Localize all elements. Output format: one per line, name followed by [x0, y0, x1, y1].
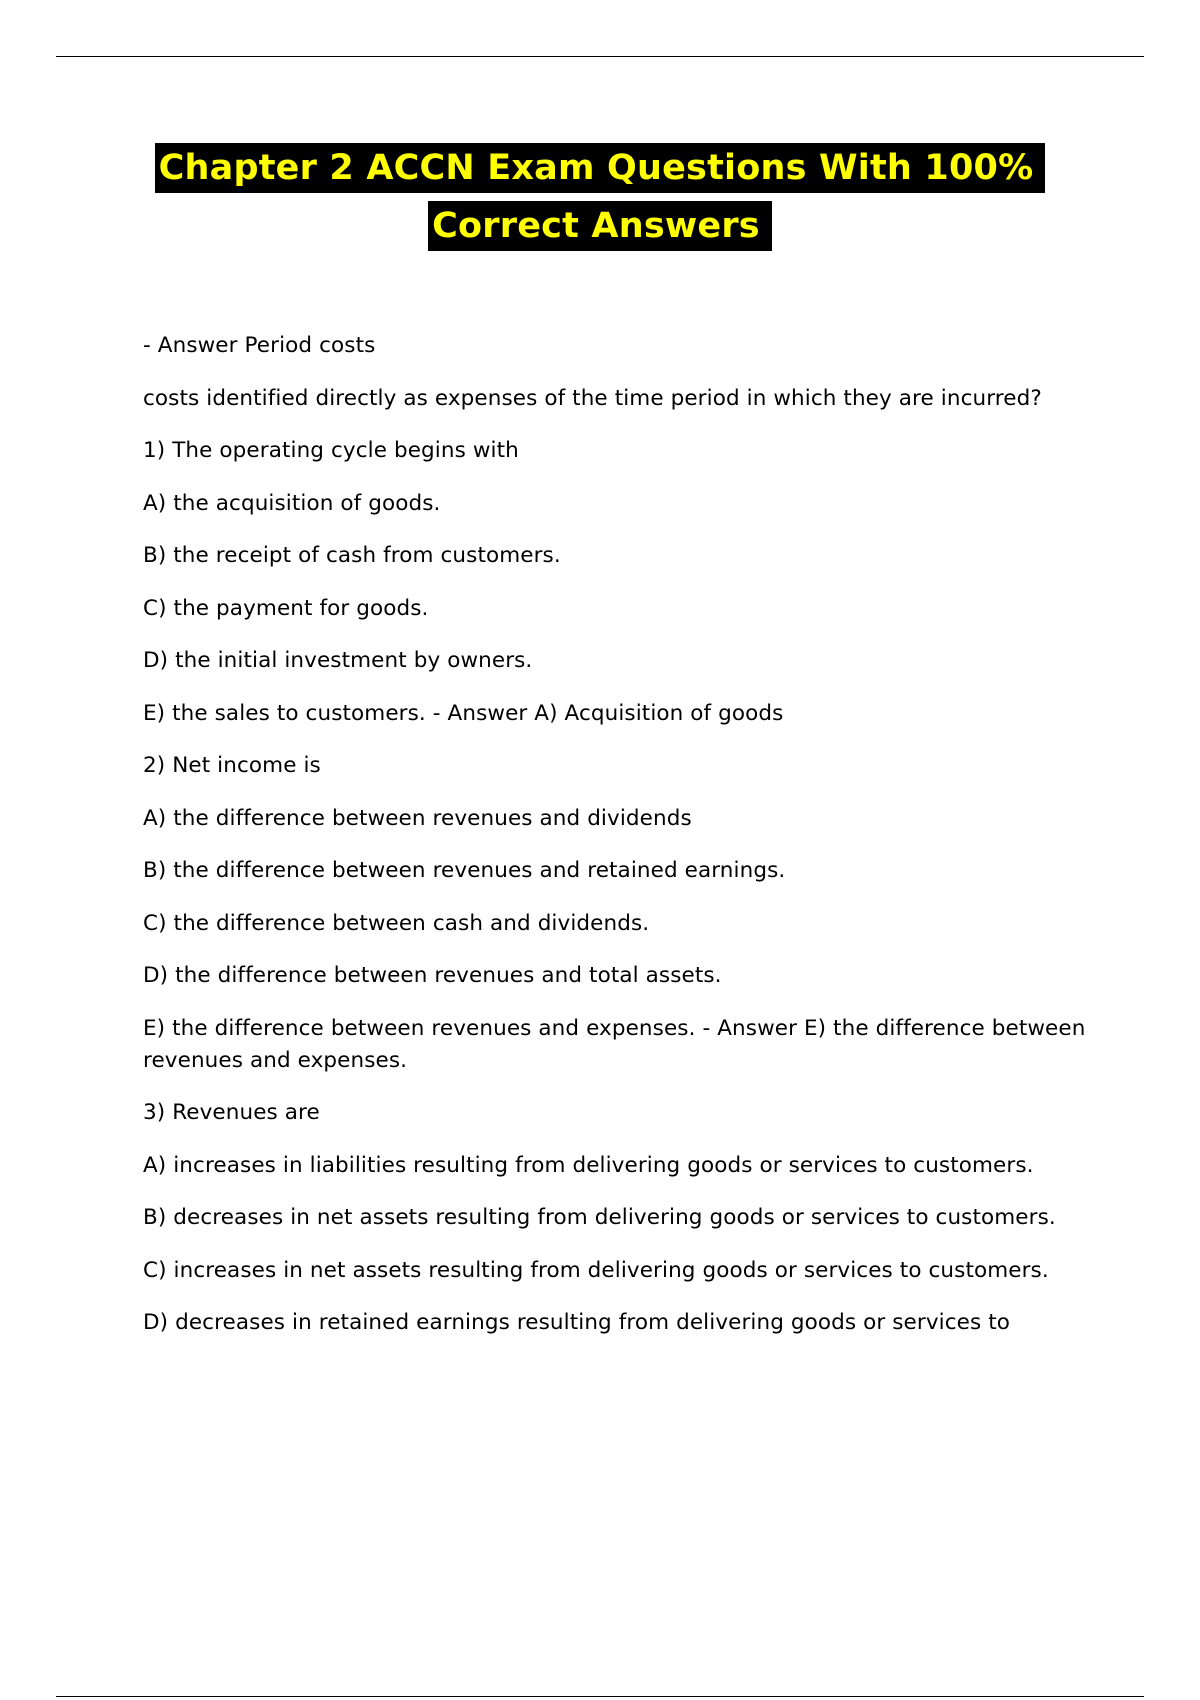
q1-option-d: D) the initial investment by owners. [143, 648, 533, 673]
q1-option-c: C) the payment for goods. [143, 595, 429, 621]
q1-option-e-answer: E) the sales to customers. - Answer A) Acquisition of goods [143, 700, 784, 726]
title-line-2: Correct Answers [428, 201, 772, 251]
q3-option-c: C) increases in net assets resulting from delivering goods or services to customers. [143, 1257, 1049, 1283]
title-line-1: Chapter 2 ACCN Exam Questions With 100% [155, 143, 1046, 193]
document-title [0, 143, 1200, 251]
footer-rule [56, 1696, 1144, 1697]
q3-option-a: A) increases in liabilities resulting from delivering goods or services to customers. [143, 1152, 1034, 1178]
question-2: 2) Net income is [143, 753, 321, 778]
document-body [143, 330, 1093, 1360]
question-3: 3) Revenues are [143, 1100, 320, 1125]
q2-option-d: D) the difference between revenues and total assets. [143, 963, 722, 988]
question-period-costs: costs identified directly as expenses of the time period in which they are incurred? [143, 385, 1042, 411]
q1-option-b: B) the receipt of cash from customers. [143, 543, 561, 568]
q2-option-c: C) the difference between cash and dividends. [143, 910, 650, 936]
question-1: 1) The operating cycle begins with [143, 438, 519, 463]
answer-period-costs: - Answer Period costs [143, 333, 376, 358]
q1-option-a: A) the acquisition of goods. [143, 490, 441, 516]
header-rule [56, 56, 1144, 57]
q3-option-b: B) decreases in net assets resulting from delivering goods or services to customers. [143, 1205, 1056, 1230]
q2-option-e-answer: E) the difference between revenues and expenses. - Answer E) the difference between revenues and expenses. [143, 1015, 1086, 1073]
q2-option-b: B) the difference between revenues and retained earnings. [143, 858, 786, 883]
q3-option-d: D) decreases in retained earnings resulting from delivering goods or services to [143, 1310, 1010, 1335]
q2-option-a: A) the difference between revenues and dividends [143, 805, 692, 831]
